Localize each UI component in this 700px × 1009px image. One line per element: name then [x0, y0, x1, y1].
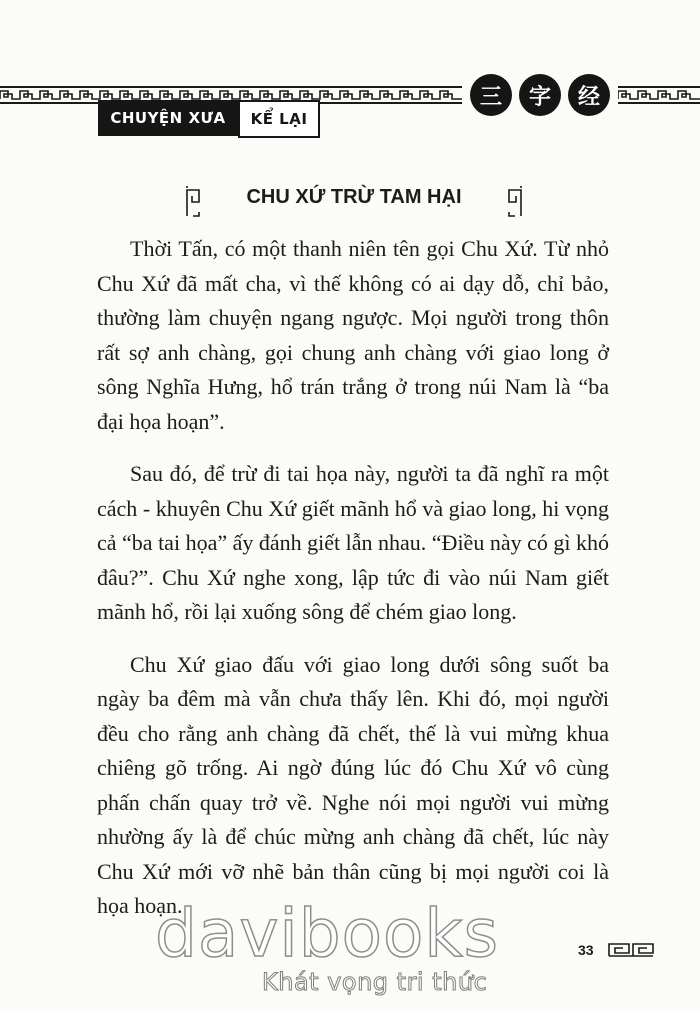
watermark-brand: davibooks: [155, 895, 499, 972]
seal-character-2: 字: [519, 74, 561, 116]
section-tag: [98, 100, 320, 136]
story-paragraph-1: Thời Tấn, có một thanh niên tên gọi Chu Xứ. Từ nhỏ Chu Xứ đã mất cha, vì thế không có ai dạy dỗ, chỉ bảo, thường làm chuyện ngang ngược. Mọi người trong thôn rất sợ anh chàng, gọi chung anh chàng với giao long ở sông Nghĩa Hưng, hổ trán trắng ở trong núi Nam là “ba đại họa hoạn”.: [97, 236, 609, 434]
title-ornament-left-icon: [185, 184, 201, 218]
section-tag-label-1: CHUYỆN XƯA: [98, 100, 238, 136]
title-ornament-right-icon: [507, 184, 523, 218]
seal-character-1: 三: [470, 74, 512, 116]
story-title: CHU XỨ TRỪ TAM HẠI: [246, 186, 462, 208]
story-title-row: [0, 180, 700, 224]
page-number-ornament-icon: [608, 943, 654, 957]
section-tag-label-2: KỂ LẠI: [238, 100, 320, 138]
seal-character-3: 经: [568, 74, 610, 116]
watermark-slogan: Khát vọng tri thức: [262, 968, 488, 996]
page-number: 33: [578, 942, 594, 958]
meander-border-right: [618, 86, 700, 104]
story-body: [97, 232, 609, 942]
header-band: [0, 36, 700, 110]
story-paragraph-3: Chu Xứ giao đấu với giao long dưới sông suốt ba ngày ba đêm mà vẫn chưa thấy lên. Khi đó, mọi người đều cho rằng anh chàng đã chết, thế là vui mừng khua chiêng gõ trống. Ai ngờ đúng lúc đó Chu Xứ vô cùng phấn chấn quay trở về. Nghe nói mọi người vui mừng nhường ấy là để chúc mừng anh chàng đã chết, lúc này Chu Xứ mới vỡ nhẽ bản thân cũng bị mọi người coi là họa hoạn.: [97, 651, 609, 918]
story-paragraph-2: Sau đó, để trừ đi tai họa này, người ta đã nghĩ ra một cách - khuyên Chu Xứ giết mãnh hổ và giao long, hi vọng cả “ba tai họa” ấy đánh giết lẫn nhau. “Điều này có gì khó đâu?”. Chu Xứ nghe xong, lập tức đi vào núi Nam giết mãnh hổ, rồi lại xuống sông để chém giao long.: [97, 461, 609, 624]
